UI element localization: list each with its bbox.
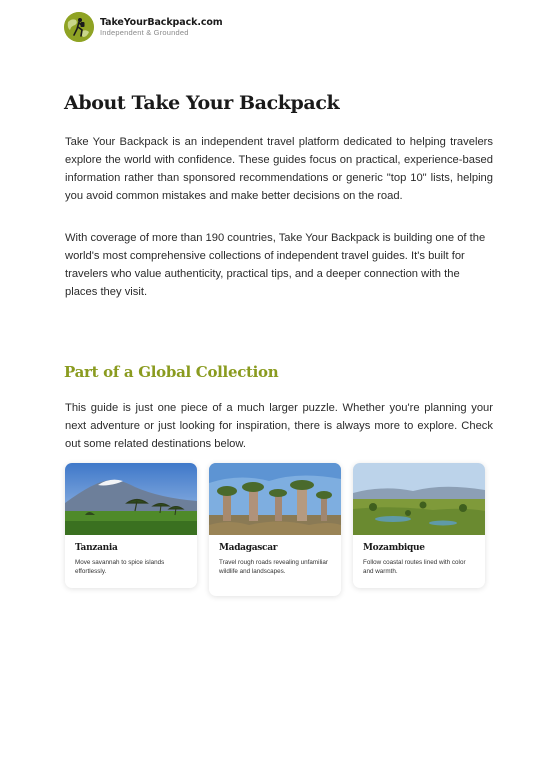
globe-hiker-icon[interactable]: [64, 12, 94, 42]
about-paragraph-1: Take Your Backpack is an independent travel platform dedicated to helping travelers explore the world with confidence. These guides focus on practical, experience-based information rather than sponsored recommendations or generic "top 10" lists, helping you avoid common mistakes and make better decisions on the road.: [65, 136, 493, 202]
brand: [100, 18, 223, 37]
brand-tagline: Independent & Grounded: [100, 28, 189, 37]
destination-title[interactable]: Tanzania: [75, 543, 118, 553]
destination-description: Follow coastal routes lined with color and warmth.: [363, 559, 466, 575]
destination-title[interactable]: Madagascar: [219, 543, 278, 553]
madagascar-image: [209, 463, 341, 535]
destination-card-tanzania[interactable]: [65, 463, 197, 588]
mozambique-image: [353, 463, 485, 535]
destination-description: Travel rough roads revealing unfamiliar wildlife and landscapes.: [219, 559, 328, 575]
tanzania-image: [65, 463, 197, 535]
destination-title[interactable]: Mozambique: [363, 543, 425, 553]
about-paragraph-2: With coverage of more than 190 countries, Take Your Backpack is building one of the world's most comprehensive collections of independent travel guides. It's built for travelers who value authenticity, practical tips, and a deeper connection with the places they visit.: [65, 232, 486, 298]
about-title: About Take Your Backpack: [64, 92, 340, 114]
destination-description: Move savannah to spice islands effortlessly.: [75, 559, 165, 575]
destination-card-madagascar[interactable]: [209, 463, 341, 596]
site-header: [64, 12, 223, 42]
brand-name[interactable]: TakeYourBackpack.com: [100, 16, 223, 28]
collection-paragraph: This guide is just one piece of a much larger puzzle. Whether you're planning your next adventure or just looking for inspiration, there is always more to explore. Check out some related destinations below.: [65, 402, 493, 450]
collection-title: Part of a Global Collection: [64, 363, 279, 381]
destination-card-mozambique[interactable]: [353, 463, 485, 588]
